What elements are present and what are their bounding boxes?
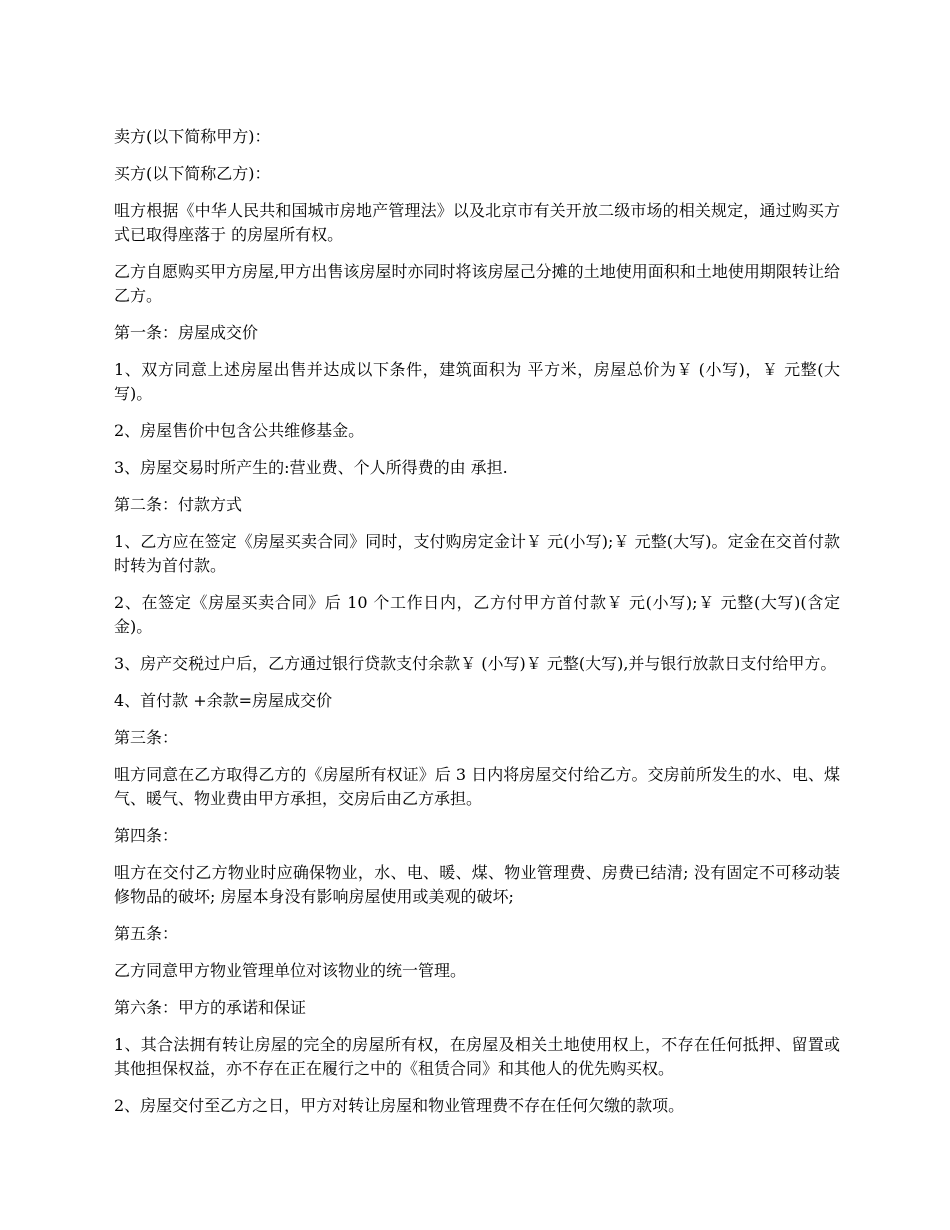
article-4-heading: 第四条：	[114, 826, 179, 845]
article-2-clause-1: 1、乙方应在签定《房屋买卖合同》同时，支付购房定金计￥ 元(小写);￥ 元整(大写)。定金在交首付款时转为首付款。	[114, 532, 840, 575]
article-6-clause-2: 2、房屋交付至乙方之日，甲方对转让房屋和物业管理费不存在任何欠缴的款项。	[114, 1096, 685, 1115]
article-5-body: 乙方同意甲方物业管理单位对该物业的统一管理。	[114, 961, 467, 980]
article-3-heading: 第三条：	[114, 728, 179, 747]
buyer-line: 买方(以下简称乙方)：	[114, 164, 271, 183]
article-2-clause-2: 2、在签定《房屋买卖合同》后 10 个工作日内，乙方付甲方首付款￥ 元(小写);￥ 元整(大写)(含定金)。	[114, 593, 840, 636]
article-2-heading: 第二条：付款方式	[114, 495, 243, 514]
article-2-clause-3: 3、房产交税过户后，乙方通过银行贷款支付余款￥ (小写)￥ 元整(大写),并与银行放款日支付给甲方。	[114, 654, 837, 673]
article-6-clause-1: 1、其合法拥有转让房屋的完全的房屋所有权，在房屋及相关土地使用权上，不存在任何抵押、留置或其他担保权益，亦不存在正在履行之中的《租赁合同》和其他人的优先购买权。	[114, 1035, 840, 1078]
ownership-statement: 咀方根据《中华人民共和国城市房地产管理法》以及北京市有关开放二级市场的相关规定，通过购买方式已取得座落于 的房屋所有权。	[114, 201, 840, 244]
article-1-clause-1: 1、双方同意上述房屋出售并达成以下条件，建筑面积为 平方米，房屋总价为￥ (小写)，￥ 元整(大写)。	[114, 360, 840, 403]
article-2-clause-4: 4、首付款 +余款=房屋成交价	[114, 691, 333, 710]
article-1-clause-3: 3、房屋交易时所产生的:营业费、个人所得费的由 承担.	[114, 458, 508, 477]
contract-page	[114, 125, 840, 1131]
article-6-heading: 第六条：甲方的承诺和保证	[114, 998, 307, 1017]
seller-line: 卖方(以下简称甲方)：	[114, 127, 271, 146]
article-4-body: 咀方在交付乙方物业时应确保物业，水、电、暖、煤、物业管理费、房费已结清; 没有固定不可移动装修物品的破坏; 房屋本身没有影响房屋使用或美观的破坏;	[114, 863, 840, 906]
article-1-heading: 第一条：房屋成交价	[114, 323, 259, 342]
article-3-body: 咀方同意在乙方取得乙方的《房屋所有权证》后 3 日内将房屋交付给乙方。交房前所发生的水、电、煤气、暖气、物业费由甲方承担，交房后由乙方承担。	[114, 765, 840, 808]
purchase-intent: 乙方自愿购买甲方房屋,甲方出售该房屋时亦同时将该房屋己分摊的土地使用面积和土地使用期限转让给乙方。	[114, 262, 840, 305]
article-1-clause-2: 2、房屋售价中包含公共维修基金。	[114, 421, 365, 440]
article-5-heading: 第五条：	[114, 924, 179, 943]
